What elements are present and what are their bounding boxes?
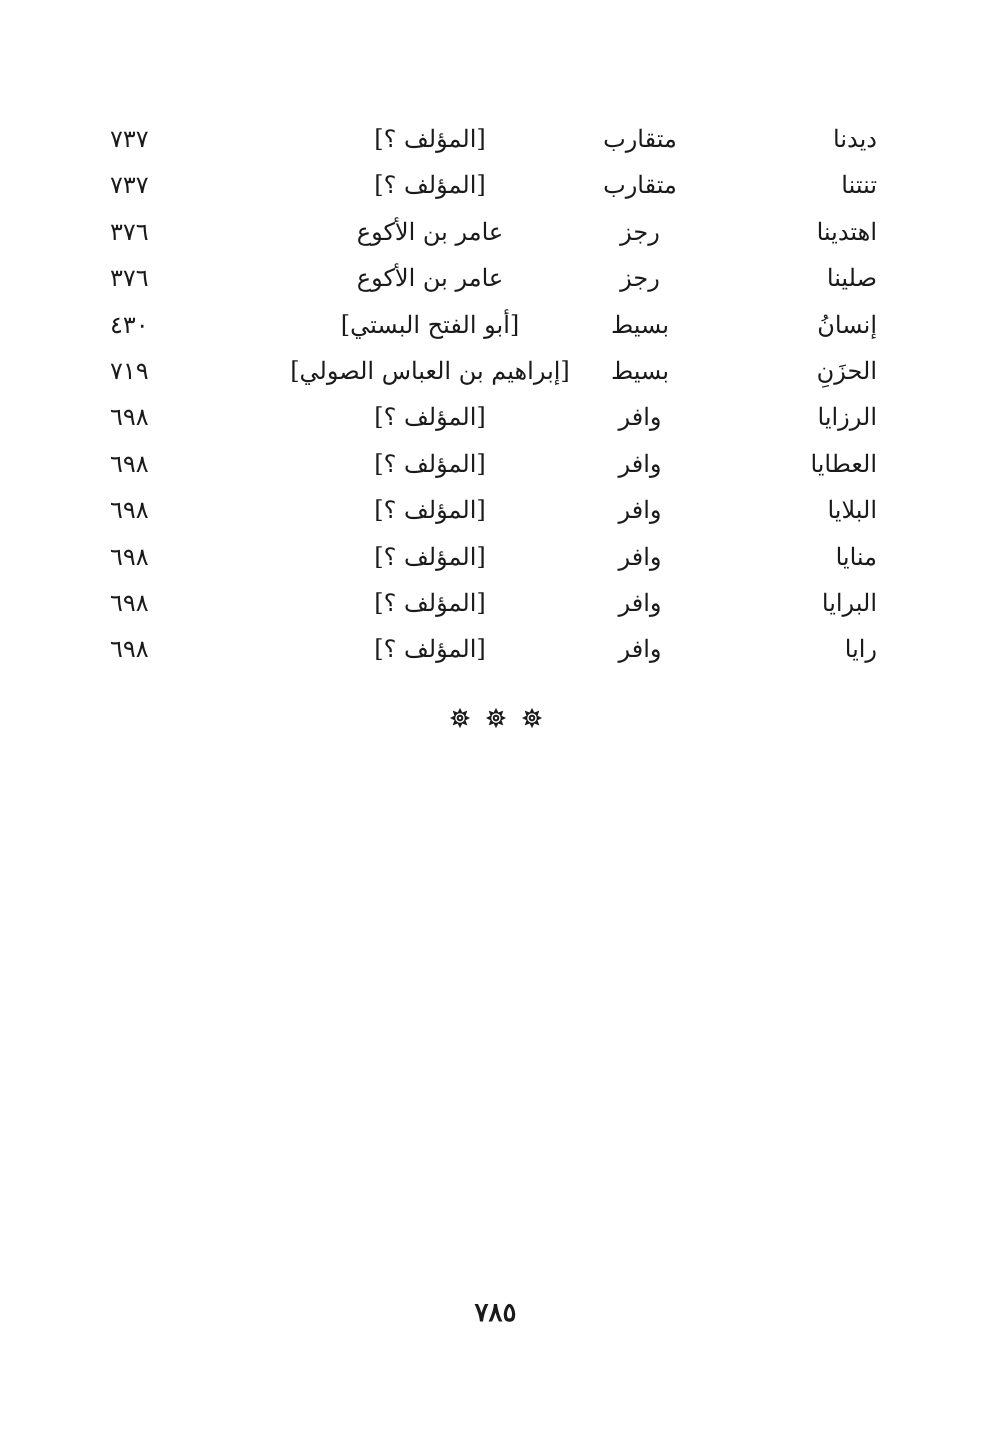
rhyme-word: صلينا xyxy=(826,264,877,293)
rhyme-word: الرزايا xyxy=(817,403,877,432)
rosette-icon xyxy=(521,707,543,729)
rhyme-word: رايا xyxy=(844,635,877,664)
meter: وافر xyxy=(618,449,662,478)
table-row xyxy=(0,441,991,487)
poet: [إبراهيم بن العباس الصولي] xyxy=(290,356,570,385)
table-row xyxy=(0,394,991,440)
poet: [المؤلف ؟] xyxy=(374,171,486,200)
table-row xyxy=(0,580,991,626)
page-ref: ٣٧٦ xyxy=(110,264,149,293)
page-number: ٧٨٥ xyxy=(474,1298,517,1328)
page-ref: ٦٩٨ xyxy=(110,542,149,571)
poet: عامر بن الأكوع xyxy=(356,264,504,293)
rhyme-word: الحزَنِ xyxy=(816,356,877,385)
meter: رجز xyxy=(620,264,660,293)
table-row xyxy=(0,302,991,348)
page-ref: ٧٣٧ xyxy=(110,125,149,153)
table-row xyxy=(0,487,991,533)
poet: [المؤلف ؟] xyxy=(374,588,486,617)
meter: وافر xyxy=(618,403,662,432)
meter: متقارب xyxy=(603,171,677,200)
poetry-index-table xyxy=(0,116,991,673)
rhyme-word: تنتنا xyxy=(841,171,877,200)
meter: وافر xyxy=(618,588,662,617)
poet: [المؤلف ؟] xyxy=(374,542,486,571)
table-row xyxy=(0,255,991,301)
table-row xyxy=(0,534,991,580)
table-row xyxy=(0,209,991,255)
page-ref: ٦٩٨ xyxy=(110,403,149,432)
meter: رجز xyxy=(620,217,660,246)
rhyme-word: إنسانُ xyxy=(817,310,877,339)
section-ornament xyxy=(0,700,991,736)
poet: [المؤلف ؟] xyxy=(374,403,486,432)
page-ref: ٦٩٨ xyxy=(110,449,149,478)
meter: بسيط xyxy=(610,310,670,339)
meter: بسيط xyxy=(610,356,670,385)
poet: [أبو الفتح البستي] xyxy=(340,310,520,339)
meter: وافر xyxy=(618,635,662,664)
meter: وافر xyxy=(618,542,662,571)
page-ref: ٦٩٨ xyxy=(110,588,149,617)
poet: [المؤلف ؟] xyxy=(374,125,486,153)
rhyme-word: العطايا xyxy=(810,449,877,478)
table-row xyxy=(0,116,991,162)
page-ref: ٦٩٨ xyxy=(110,635,149,664)
table-row xyxy=(0,626,991,672)
rhyme-word: اهتدينا xyxy=(816,217,877,246)
page-ref: ٣٧٦ xyxy=(110,217,149,246)
meter: وافر xyxy=(618,496,662,525)
poet: عامر بن الأكوع xyxy=(356,217,504,246)
table-row xyxy=(0,162,991,208)
page-ref: ٤٣٠ xyxy=(110,310,149,339)
rhyme-word: البرايا xyxy=(821,588,877,617)
page-ref: ٦٩٨ xyxy=(110,496,149,525)
rosette-icon xyxy=(485,707,507,729)
table-row xyxy=(0,348,991,394)
page-ref: ٧١٩ xyxy=(110,356,149,385)
rosette-icon xyxy=(449,707,471,729)
rhyme-word: ديدنا xyxy=(833,125,877,153)
poet: [المؤلف ؟] xyxy=(374,635,486,664)
poet: [المؤلف ؟] xyxy=(374,449,486,478)
page-ref: ٧٣٧ xyxy=(110,171,149,200)
meter: متقارب xyxy=(603,125,677,153)
rhyme-word: منايا xyxy=(835,542,877,571)
poet: [المؤلف ؟] xyxy=(374,496,486,525)
rhyme-word: البلايا xyxy=(827,496,877,525)
